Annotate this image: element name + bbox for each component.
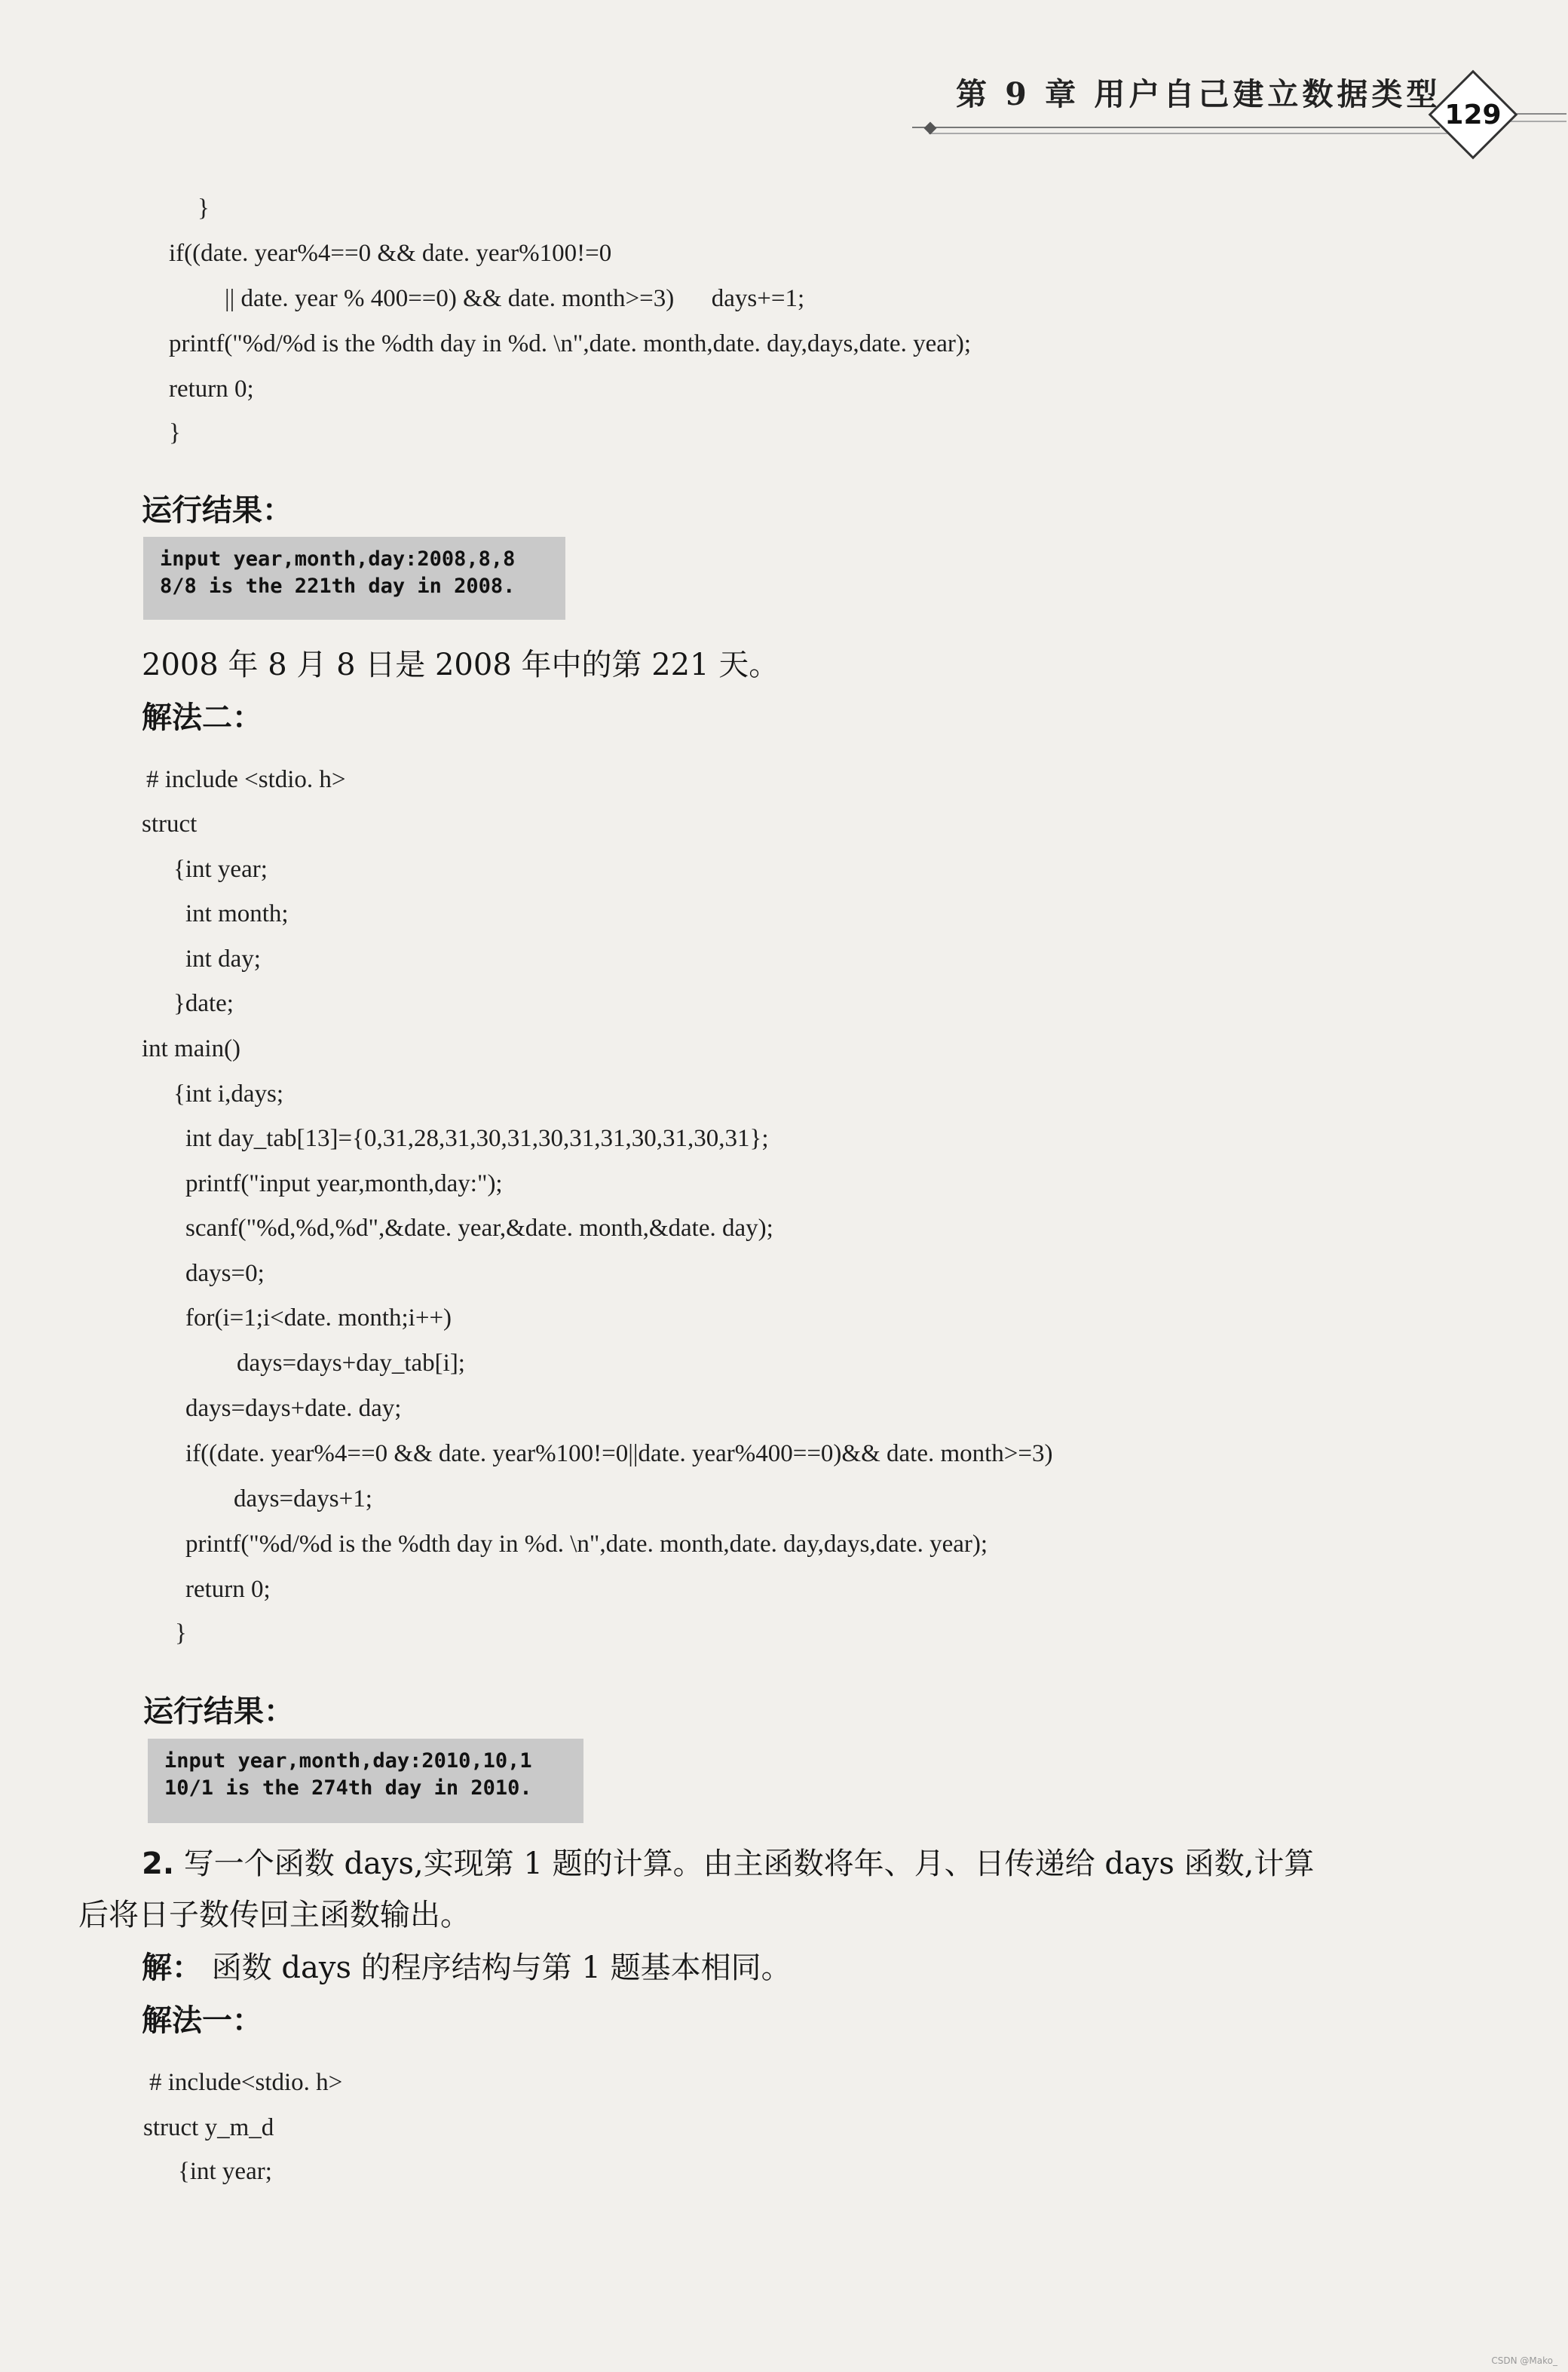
code-line: # include<stdio. h>	[149, 2069, 343, 2096]
answer-label: 解：	[142, 1951, 202, 1985]
code-line: return 0;	[185, 1576, 271, 1603]
code-line: days=0;	[185, 1260, 265, 1287]
question-text: 写一个函数 days,实现第 1 题的计算。由主函数将年、月、日传递给 days 函数,计算	[183, 1846, 1315, 1881]
code-line: if((date. year%4==0 && date. year%100!=0||date. year%400==0)&& date. month>=3)	[185, 1440, 1053, 1467]
code-line: printf("%d/%d is the %dth day in %d. \n",date. month,date. day,days,date. year);	[185, 1531, 988, 1558]
answer-paragraph	[142, 1944, 792, 1987]
console-output	[143, 537, 565, 620]
code-line: }	[169, 419, 181, 446]
code-line: int day;	[185, 945, 261, 973]
question-paragraph	[142, 1840, 1314, 1883]
code-line: {int year;	[173, 856, 268, 883]
console-line: input year,month,day:2010,10,1	[164, 1749, 532, 1773]
code-line: days=days+day_tab[i];	[237, 1350, 465, 1377]
question-text-continued: 后将日子数传回主函数输出。	[78, 1898, 470, 1932]
code-line: }	[198, 195, 210, 222]
code-line: struct	[142, 811, 198, 838]
method-label: 解法一：	[142, 2003, 262, 2038]
code-line: {int i,days;	[173, 1080, 284, 1108]
run-result-label: 运行结果：	[142, 493, 292, 528]
answer-text: 函数 days 的程序结构与第 1 题基本相同。	[211, 1951, 792, 1985]
method-label: 解法二：	[142, 700, 262, 735]
console-line: input year,month,day:2008,8,8	[160, 547, 516, 571]
chapter-header: 第 9 章 用户自己建立数据类型	[956, 76, 1441, 112]
code-line: int main()	[142, 1035, 241, 1062]
code-line: return 0;	[169, 375, 254, 403]
code-line: for(i=1;i<date. month;i++)	[185, 1304, 452, 1332]
code-line: days=days+date. day;	[185, 1395, 402, 1422]
question-number: 2.	[142, 1846, 175, 1881]
result-caption: 2008 年 8 月 8 日是 2008 年中的第 221 天。	[142, 648, 779, 682]
run-result-label: 运行结果：	[143, 1694, 294, 1729]
code-line: scanf("%d,%d,%d",&date. year,&date. month,&date. day);	[185, 1215, 773, 1242]
header-rule	[912, 127, 1440, 128]
code-line: int month;	[185, 900, 289, 927]
console-output	[148, 1739, 583, 1823]
code-line: }	[175, 1620, 187, 1647]
code-line: printf("%d/%d is the %dth day in %d. \n",date. month,date. day,days,date. year);	[169, 330, 972, 357]
code-line: || date. year % 400==0) && date. month>=3) days+=1;	[225, 285, 805, 312]
code-line: if((date. year%4==0 && date. year%100!=0	[169, 240, 612, 267]
header-rule-secondary	[929, 133, 1449, 134]
code-line: }date;	[173, 990, 234, 1017]
code-line: # include <stdio. h>	[146, 766, 346, 793]
code-line: days=days+1;	[234, 1485, 372, 1512]
page-number: 129	[1444, 99, 1502, 130]
code-line: struct y_m_d	[143, 2114, 274, 2141]
watermark: CSDN @Mako_	[1491, 2355, 1557, 2366]
console-line: 8/8 is the 221th day in 2008.	[160, 575, 516, 598]
console-line: 10/1 is the 274th day in 2010.	[164, 1776, 532, 1800]
code-line: int day_tab[13]={0,31,28,31,30,31,30,31,31,30,31,30,31};	[185, 1125, 769, 1152]
code-line: printf("input year,month,day:");	[185, 1170, 503, 1197]
code-line: {int year;	[178, 2158, 272, 2185]
